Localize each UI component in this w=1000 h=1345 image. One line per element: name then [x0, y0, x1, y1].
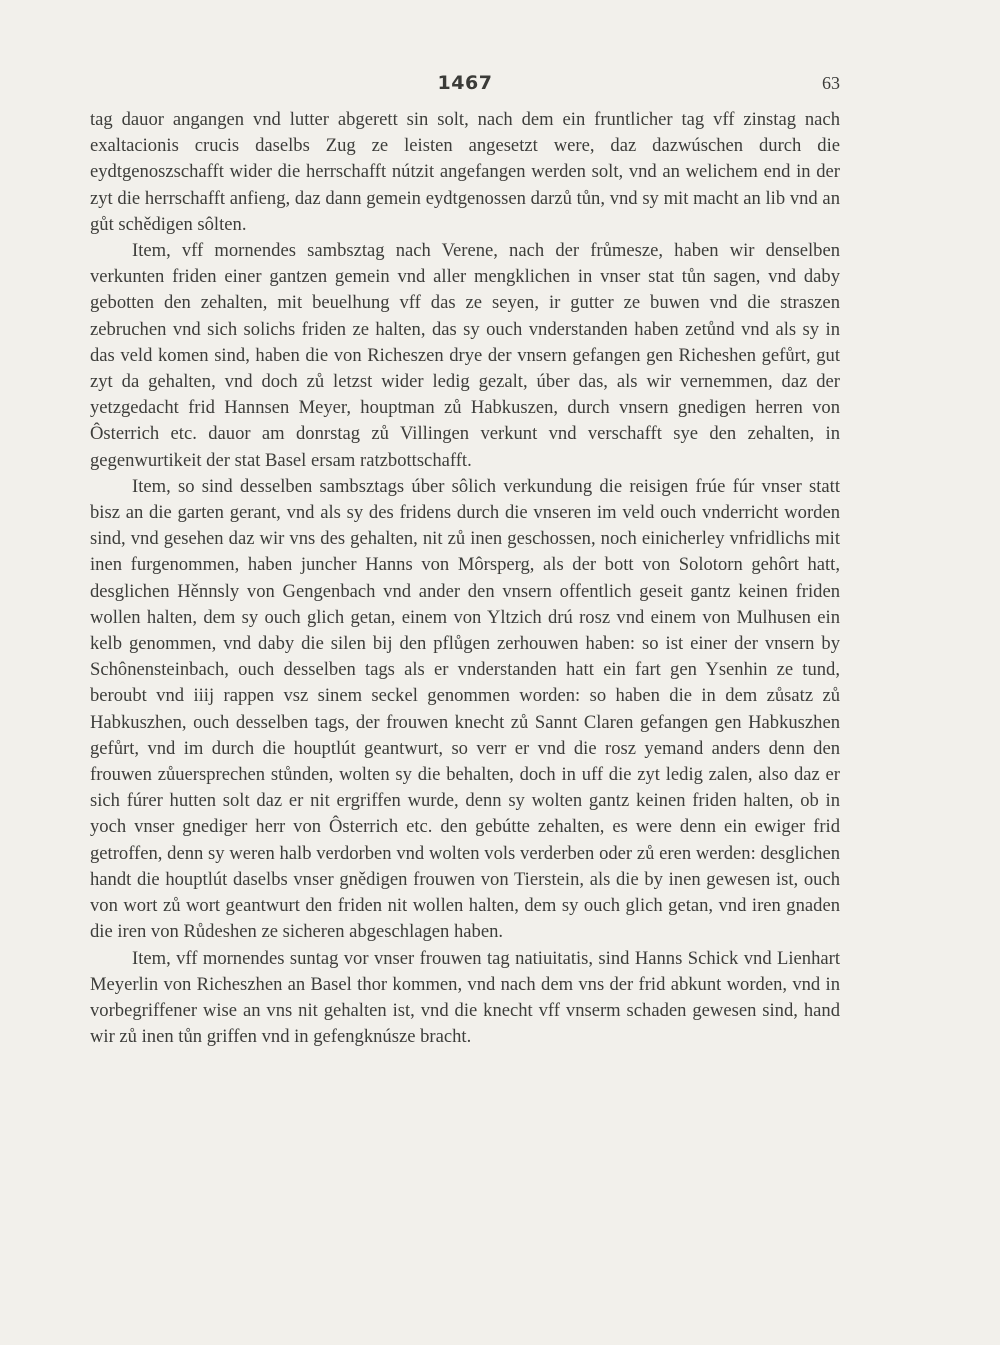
header-year: 1467 [437, 72, 493, 94]
paragraph-4: Item, vff mornendes suntag vor vnser frouwen tag natiuitatis, sind Hanns Schick vnd Lienhart Meyerlin von Richeszhen an Basel thor kommen, vnd nach dem vns der frid abkunt worden, vnd in vorbegriffener wise an vns nit gehalten ist, vnd die knecht vff vnserm schaden gewesen sind, hand wir zů inen tůn griffen vnd in gefengknúsze bracht. [90, 947, 840, 1048]
body-text [90, 107, 840, 1050]
page-number: 63 [822, 73, 840, 93]
paragraph-1: tag dauor angangen vnd lutter abgerett sin solt, nach dem ein fruntlicher tag vff zinstag nach exaltacionis crucis daselbs Zug ze leisten angesetzt were, daz dazwúschen durch die eydtgenoszschafft wider die herrschafft nútzit angefangen werden solt, vnd an welichem end in der zyt die herrschafft anfieng, daz dann gemein eydtgenossen darzů tůn, vnd sy mit macht an lib vnd an gůt schědigen sôlten. [90, 109, 840, 235]
paragraph-2: Item, vff mornendes sambsztag nach Verene, nach der frůmesze, haben wir denselben verkunten friden einer gantzen gemein vnd aller mengklichen in vnser stat tůn sagen, vnd daby gebotten den zehalten, mit beuelhung vff das ze seyen, ir gutter ze buwen vnd die straszen zebruchen vnd sich solichs friden ze halten, das sy ouch vnderstanden haben zetůnd vnd als sy in das veld komen sind, haben die von Richeszen drye der vnsern gefangen gen Richeshen gefůrt, gut zyt da gehalten, vnd doch zů letzst wider ledig gezalt, úber das, als wir vernemmen, daz der yetzgedacht frid Hannsen Meyer, houptman zů Habkuszen, durch vnsern gnedigen herren von Ôsterrich etc. dauor am donrstag zů Villingen verkunt vnd verschafft sye den zehalten, in gegenwurtikeit der stat Basel ersam ratzbottschafft. [90, 240, 840, 471]
paragraph-3: Item, so sind desselben sambsztags úber sôlich verkundung die reisigen frúe fúr vnser statt bisz an die garten gerant, vnd als sy des fridens durch die vnseren im veld ouch vnderricht worden sind, vnd gesehen daz wir vns des gehalten, nit zů inen geschossen, noch einicherley vnfridlichs mit inen furgenommen, haben juncher Hanns von Môrsperg, als der bott von Solotorn gehôrt hatt, desglichen Hěnnsly von Gengenbach vnd ander den vnsern offentlich geseit gantz keinen friden wollen halten, dem sy ouch glich getan, einem von Yltzich drú rosz vnd einem von Mulhusen ein kelb genommen, vnd daby die silen bij den pflůgen zerhouwen haben: so ist einer der vnsern by Schônensteinbach, ouch desselben tags als er vnderstanden hatt ein fart gen Ysenhin ze tund, beroubt vnd iiij rappen vsz sinem seckel genommen worden: so haben die in dem zůsatz zů Habkuszhen, ouch desselben tags, der frouwen knecht zů Sannt Claren gefangen gen Habkuszhen gefůrt, vnd im durch die houptlút geantwurt, so verr er vnd die rosz yemand anders denn den frouwen zůuersprechen stůnden, wolten sy die behalten, doch in uff die zyt ledig zalen, also daz er sich fúrer hutten solt daz er nit ergriffen wurde, denn sy wolten gantz keinen friden halten, ob in yoch vnser gnediger herr von Ôsterrich etc. den gebútte zehalten, es were denn ein ewiger frid getroffen, denn sy weren halb verdorben vnd wolten vols verderben oder zů eren werden: desglichen handt die houptlút daselbs vnser gnědigen frouwen von Tierstein, als die by inen gewesen ist, ouch von wort zů wort geantwurt den friden nit wollen halten, dem sy ouch glich getan, vnd iren gnaden die iren von Růdeshen ze sicheren abgeschlagen haben. [90, 475, 840, 943]
page-header [90, 72, 840, 100]
